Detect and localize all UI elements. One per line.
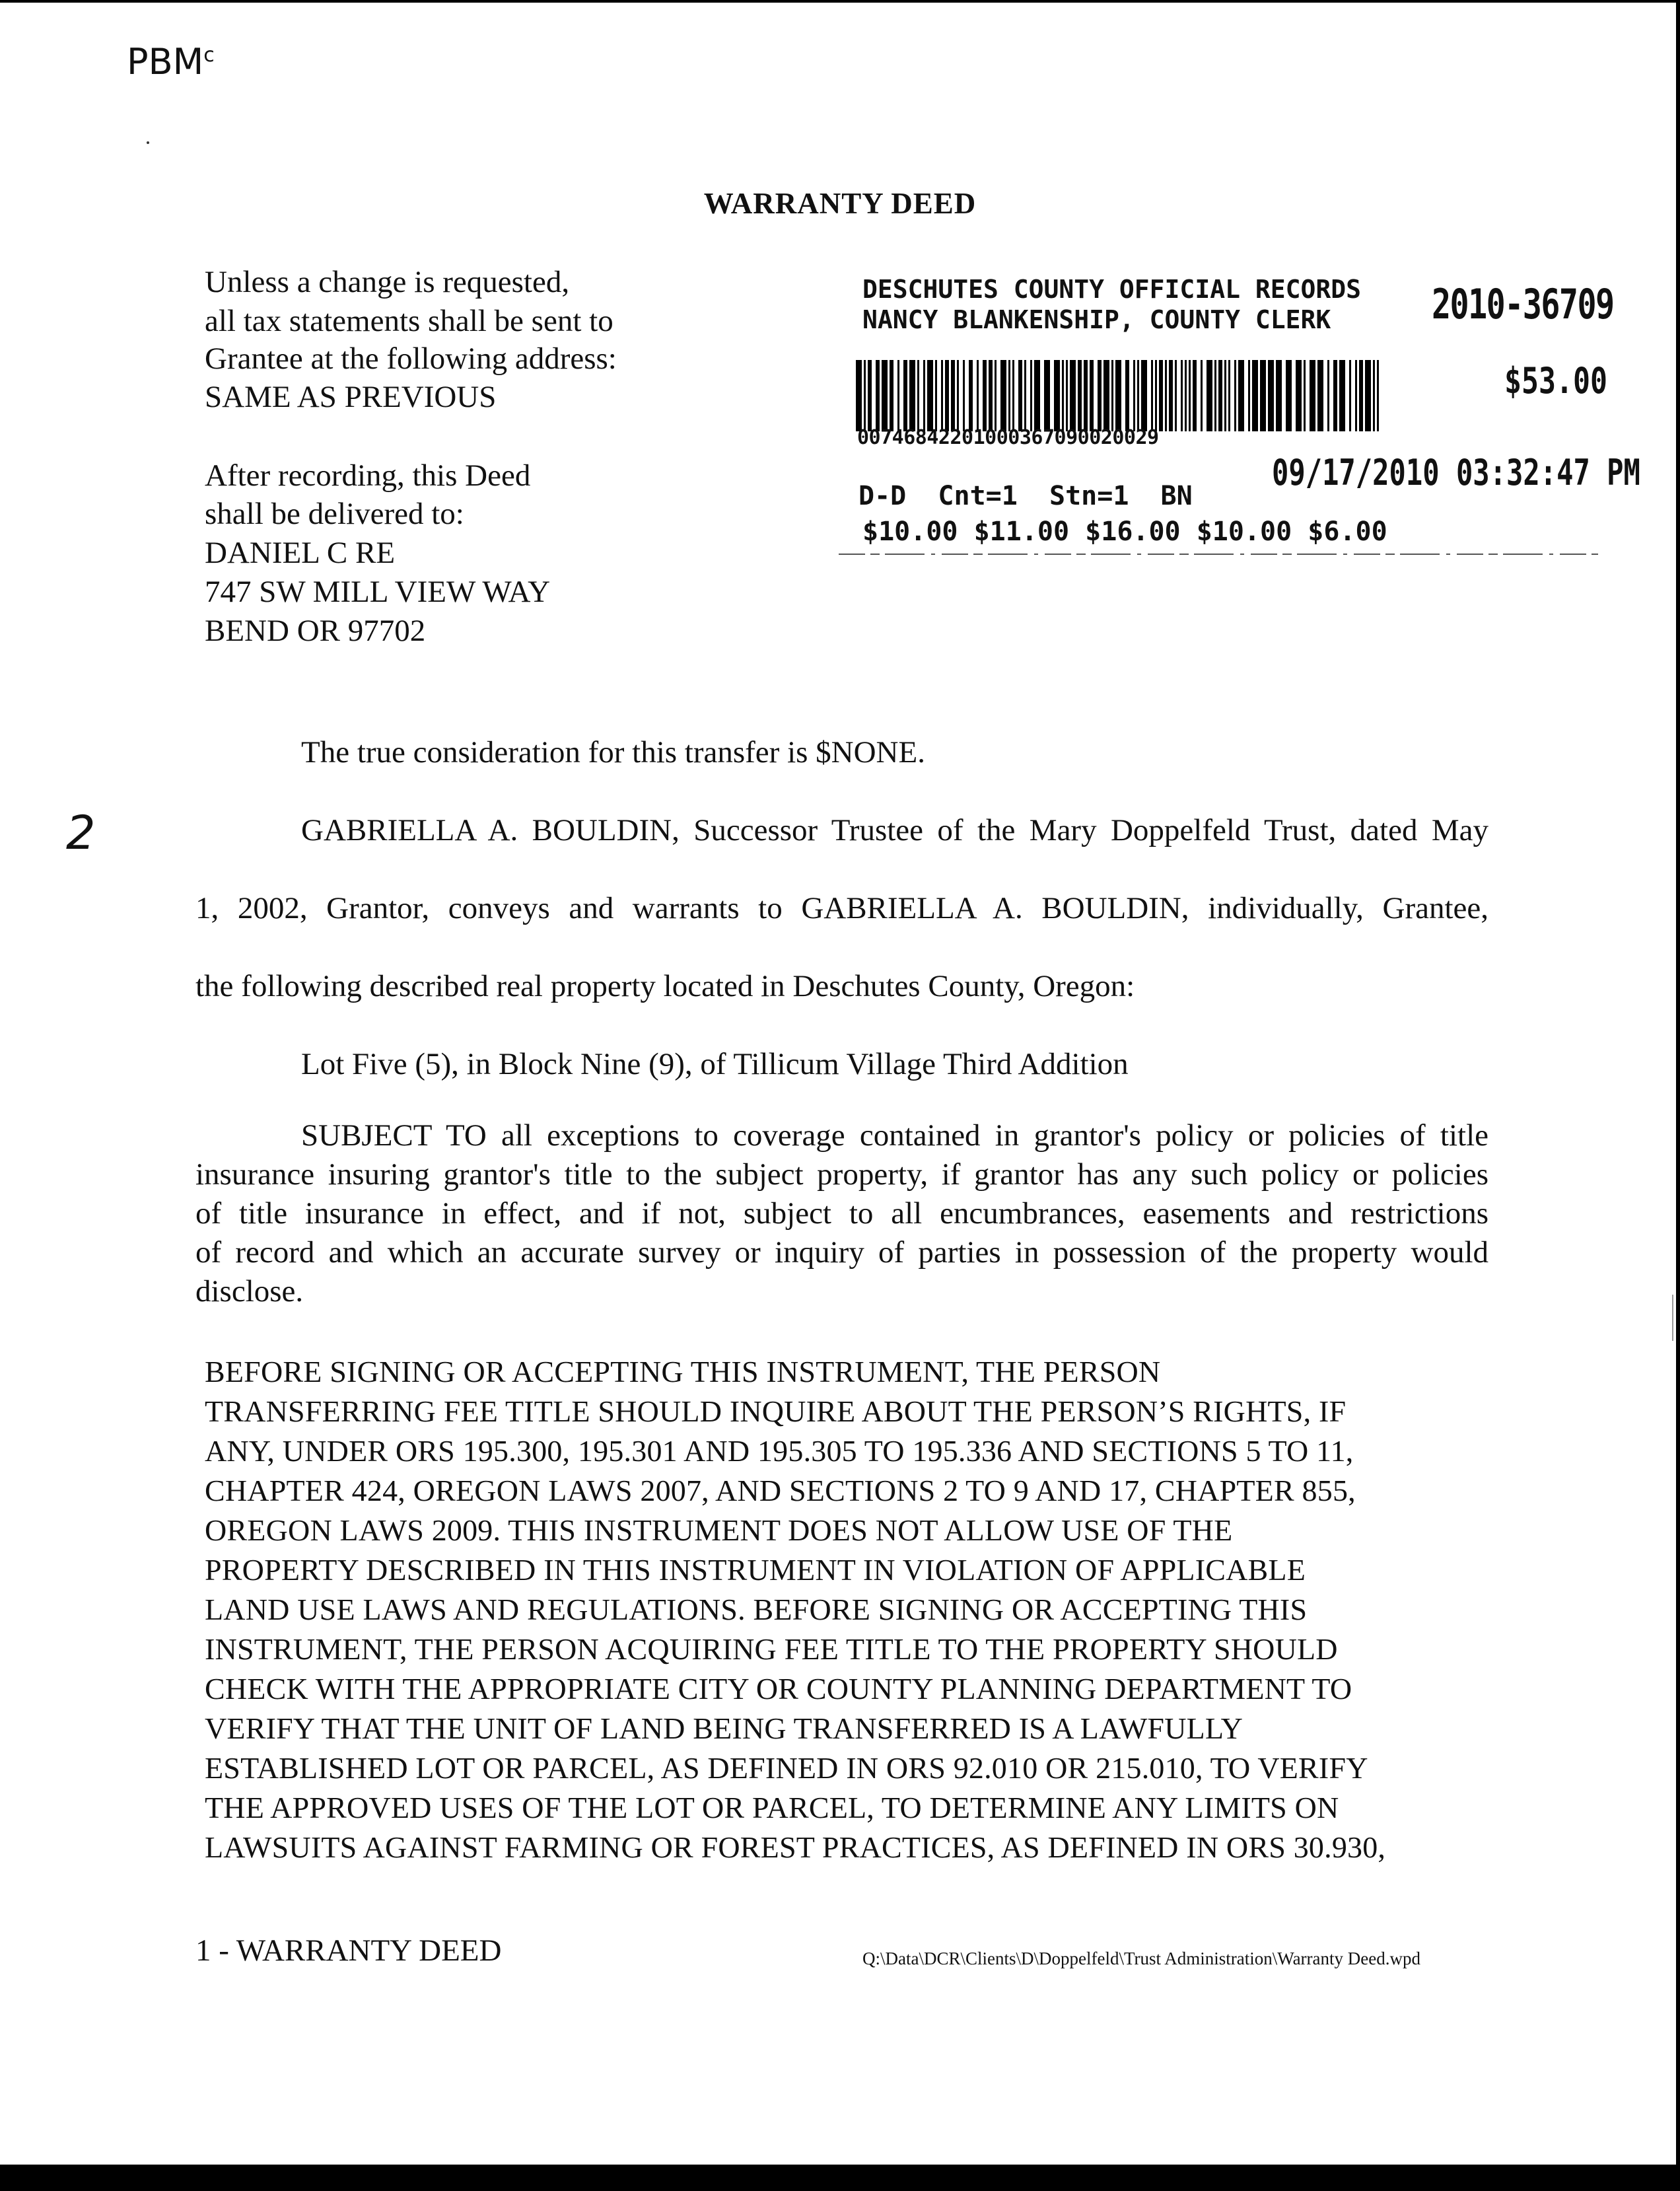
barcode-bar bbox=[1355, 360, 1357, 431]
document-title: WARRANTY DEED bbox=[703, 187, 977, 220]
barcode-bar bbox=[1365, 360, 1371, 431]
barcode-bar bbox=[1169, 360, 1173, 431]
fee-total: $53.00 bbox=[1504, 360, 1608, 402]
barcode-bar bbox=[897, 360, 899, 431]
barcode-bar bbox=[876, 360, 880, 431]
recording-datetime: 09/17/2010 03:32:47 PM bbox=[1272, 452, 1640, 493]
barcode-bar bbox=[1214, 360, 1216, 431]
barcode-bar bbox=[1111, 360, 1113, 431]
barcode-bar bbox=[1377, 360, 1379, 431]
subject-to-line: disclose. bbox=[195, 1274, 304, 1309]
conveyance-line: the following described real property located in Deschutes County, Oregon: bbox=[195, 969, 1135, 1003]
barcode-bar bbox=[935, 360, 937, 431]
barcode-bar bbox=[1207, 360, 1212, 431]
scan-border-right bbox=[1676, 0, 1680, 2191]
barcode-bar bbox=[1260, 360, 1266, 431]
barcode-bar bbox=[1151, 360, 1153, 431]
barcode-bar bbox=[1333, 360, 1337, 431]
barcode-bar bbox=[983, 360, 987, 431]
delivery-recipient: DANIEL C RE bbox=[205, 536, 396, 570]
barcode-number: 00746842201000367090020029 bbox=[857, 426, 1159, 449]
barcode-bar bbox=[1359, 360, 1363, 431]
barcode-bar bbox=[1054, 360, 1060, 431]
barcode-bar bbox=[1165, 360, 1167, 431]
tax-statement-address: SAME AS PREVIOUS bbox=[205, 380, 497, 414]
barcode-bar bbox=[1193, 360, 1197, 431]
barcode-bar bbox=[1030, 360, 1032, 431]
barcode-bar bbox=[977, 360, 979, 431]
barcode-bar bbox=[1296, 360, 1302, 431]
conveyance-line: GABRIELLA A. BOULDIN, Successor Trustee of the Mary Doppelfeld Trust, dated May bbox=[301, 813, 1488, 847]
barcode-bar bbox=[1201, 360, 1203, 431]
county-clerk: NANCY BLANKENSHIP, COUNTY CLERK bbox=[862, 305, 1331, 334]
barcode-bar bbox=[1224, 360, 1226, 431]
barcode-bar bbox=[1155, 360, 1157, 431]
scan-border-top bbox=[0, 0, 1680, 3]
barcode-icon bbox=[856, 360, 1379, 431]
notice-line: CHECK WITH THE APPROPRIATE CITY OR COUNTY PLANNING DEPARTMENT TO bbox=[205, 1672, 1352, 1706]
recording-fees: $10.00 $11.00 $16.00 $10.00 $6.00 bbox=[862, 517, 1387, 547]
recording-codes: D-D Cnt=1 Stn=1 BN bbox=[858, 481, 1193, 511]
notice-line: TRANSFERRING FEE TITLE SHOULD INQUIRE ABOUT THE PERSON’S RIGHTS, IF bbox=[205, 1394, 1347, 1428]
barcode-bar bbox=[1327, 360, 1329, 431]
barcode-bar bbox=[1098, 360, 1102, 431]
tax-statement-line: Unless a change is requested, bbox=[205, 265, 570, 299]
scan-border-bottom bbox=[0, 2165, 1680, 2191]
barcode-bar bbox=[1018, 360, 1022, 431]
barcode-bar bbox=[890, 360, 893, 431]
notice-line: INSTRUMENT, THE PERSON ACQUIRING FEE TITLE TO THE PROPERTY SHOULD bbox=[205, 1632, 1338, 1666]
barcode-bar bbox=[1141, 360, 1147, 431]
barcode-bar bbox=[995, 360, 997, 431]
notice-line: CHAPTER 424, OREGON LAWS 2007, AND SECTIONS 2 TO 9 AND 17, CHAPTER 855, bbox=[205, 1474, 1356, 1507]
barcode-bar bbox=[1228, 360, 1230, 431]
barcode-bar bbox=[1103, 360, 1109, 431]
notice-line: BEFORE SIGNING OR ACCEPTING THIS INSTRUMENT, THE PERSON bbox=[205, 1355, 1161, 1388]
barcode-bar bbox=[1062, 360, 1064, 431]
notice-line: ESTABLISHED LOT OR PARCEL, AS DEFINED IN ORS 92.010 OR 215.010, TO VERIFY bbox=[205, 1751, 1368, 1785]
barcode-bar bbox=[1317, 360, 1323, 431]
barcode-bar bbox=[1024, 360, 1026, 431]
subject-to-line: SUBJECT TO all exceptions to coverage contained in grantor's policy or policies of title bbox=[301, 1118, 1488, 1153]
barcode-bar bbox=[1125, 360, 1129, 431]
barcode-bar bbox=[1066, 360, 1068, 431]
barcode-bar bbox=[1181, 360, 1183, 431]
barcode-bar bbox=[1000, 360, 1006, 431]
notice-line: OREGON LAWS 2009. THIS INSTRUMENT DOES NOT ALLOW USE OF THE bbox=[205, 1513, 1233, 1547]
barcode-bar bbox=[1070, 360, 1076, 431]
barcode-bar bbox=[1159, 360, 1163, 431]
corner-mark-suffix: c bbox=[203, 44, 215, 67]
barcode-bar bbox=[1189, 360, 1191, 431]
tax-statement-line: Grantee at the following address: bbox=[205, 341, 617, 376]
conveyance-line: 1, 2002, Grantor, conveys and warrants to GABRIELLA A. BOULDIN, individually, Grantee, bbox=[195, 891, 1488, 925]
barcode-bar bbox=[957, 360, 959, 431]
barcode-bar bbox=[1185, 360, 1187, 431]
barcode-bar bbox=[1238, 360, 1244, 431]
consideration-statement: The true consideration for this transfer is $NONE. bbox=[301, 735, 925, 770]
notice-line: VERIFY THAT THE UNIT OF LAND BEING TRANSFERRED IS A LAWFULLY bbox=[205, 1711, 1243, 1745]
delivery-line: After recording, this Deed bbox=[205, 458, 531, 493]
delivery-line: shall be delivered to: bbox=[205, 497, 464, 531]
barcode-bar bbox=[917, 360, 919, 431]
barcode-bar bbox=[941, 360, 943, 431]
footer-file-path: Q:\Data\DCR\Clients\D\Doppelfeld\Trust Administration\Warranty Deed.wpd bbox=[862, 1949, 1420, 1968]
barcode-bar bbox=[1008, 360, 1010, 431]
notice-line: THE APPROVED USES OF THE LOT OR PARCEL, TO DETERMINE ANY LIMITS ON bbox=[205, 1791, 1339, 1824]
barcode-bar bbox=[1133, 360, 1135, 431]
barcode-bar bbox=[1276, 360, 1282, 431]
barcode-bar bbox=[945, 360, 949, 431]
barcode-bar bbox=[1044, 360, 1050, 431]
barcode-bar bbox=[1234, 360, 1236, 431]
notice-line: LAND USE LAWS AND REGULATIONS. BEFORE SIGNING OR ACCEPTING THIS bbox=[205, 1593, 1308, 1626]
subject-to-line: of title insurance in effect, and if not, subject to all encumbrances, easements and restrictions bbox=[195, 1196, 1488, 1231]
subject-to-line: of record and which an accurate survey or inquiry of parties in possession of the property would bbox=[195, 1235, 1488, 1270]
corner-handwritten-mark bbox=[127, 41, 215, 83]
subject-to-line: insurance insuring grantor's title to the subject property, if grantor has any such policy or policies bbox=[195, 1157, 1488, 1192]
barcode-bar bbox=[1137, 360, 1139, 431]
notice-line: ANY, UNDER ORS 195.300, 195.301 AND 195.305 TO 195.336 AND SECTIONS 5 TO 11, bbox=[205, 1434, 1354, 1468]
delivery-street: 747 SW MILL VIEW WAY bbox=[205, 575, 551, 609]
tax-statement-line: all tax statements shall be sent to bbox=[205, 304, 613, 338]
barcode-bar bbox=[1218, 360, 1222, 431]
document-number: 2010-36709 bbox=[1432, 280, 1614, 328]
legal-description: Lot Five (5), in Block Nine (9), of Tillicum Village Third Addition bbox=[301, 1047, 1129, 1081]
barcode-bar bbox=[1268, 360, 1274, 431]
notice-line: PROPERTY DESCRIBED IN THIS INSTRUMENT IN VIOLATION OF APPLICABLE bbox=[205, 1553, 1306, 1587]
barcode-bar bbox=[856, 360, 862, 431]
notice-line: LAWSUITS AGAINST FARMING OR FOREST PRACTICES, AS DEFINED IN ORS 30.930, bbox=[205, 1830, 1386, 1864]
barcode-bar bbox=[1090, 360, 1094, 431]
barcode-bar bbox=[1084, 360, 1088, 431]
stamp-dash-line bbox=[839, 552, 1598, 556]
barcode-bar bbox=[1339, 360, 1345, 431]
barcode-bar bbox=[1304, 360, 1306, 431]
barcode-bar bbox=[868, 360, 872, 431]
barcode-bar bbox=[1078, 360, 1082, 431]
barcode-bar bbox=[989, 360, 993, 431]
barcode-bar bbox=[1373, 360, 1375, 431]
barcode-bar bbox=[927, 360, 933, 431]
barcode-bar bbox=[1252, 360, 1258, 431]
barcode-bar bbox=[1115, 360, 1121, 431]
barcode-bar bbox=[1175, 360, 1177, 431]
margin-scan-mark bbox=[1672, 1295, 1673, 1341]
barcode-bar bbox=[1012, 360, 1014, 431]
barcode-bar bbox=[969, 360, 973, 431]
barcode-bar bbox=[951, 360, 955, 431]
footer-page-label: 1 - WARRANTY DEED bbox=[195, 1933, 502, 1968]
barcode-bar bbox=[864, 360, 866, 431]
corner-mark-text: PBM bbox=[127, 41, 204, 83]
barcode-bar bbox=[1310, 360, 1315, 431]
barcode-bar bbox=[1349, 360, 1351, 431]
barcode-bar bbox=[963, 360, 965, 431]
barcode-bar bbox=[923, 360, 925, 431]
barcode-bar bbox=[1034, 360, 1040, 431]
stray-dot bbox=[147, 141, 149, 144]
barcode-bar bbox=[903, 360, 907, 431]
barcode-bar bbox=[1286, 360, 1292, 431]
barcode-bar bbox=[909, 360, 915, 431]
barcode-bar bbox=[882, 360, 888, 431]
recording-office: DESCHUTES COUNTY OFFICIAL RECORDS bbox=[862, 275, 1361, 304]
margin-handwritten-mark: 2 bbox=[66, 806, 96, 860]
delivery-city: BEND OR 97702 bbox=[205, 614, 426, 648]
barcode-bar bbox=[1248, 360, 1250, 431]
